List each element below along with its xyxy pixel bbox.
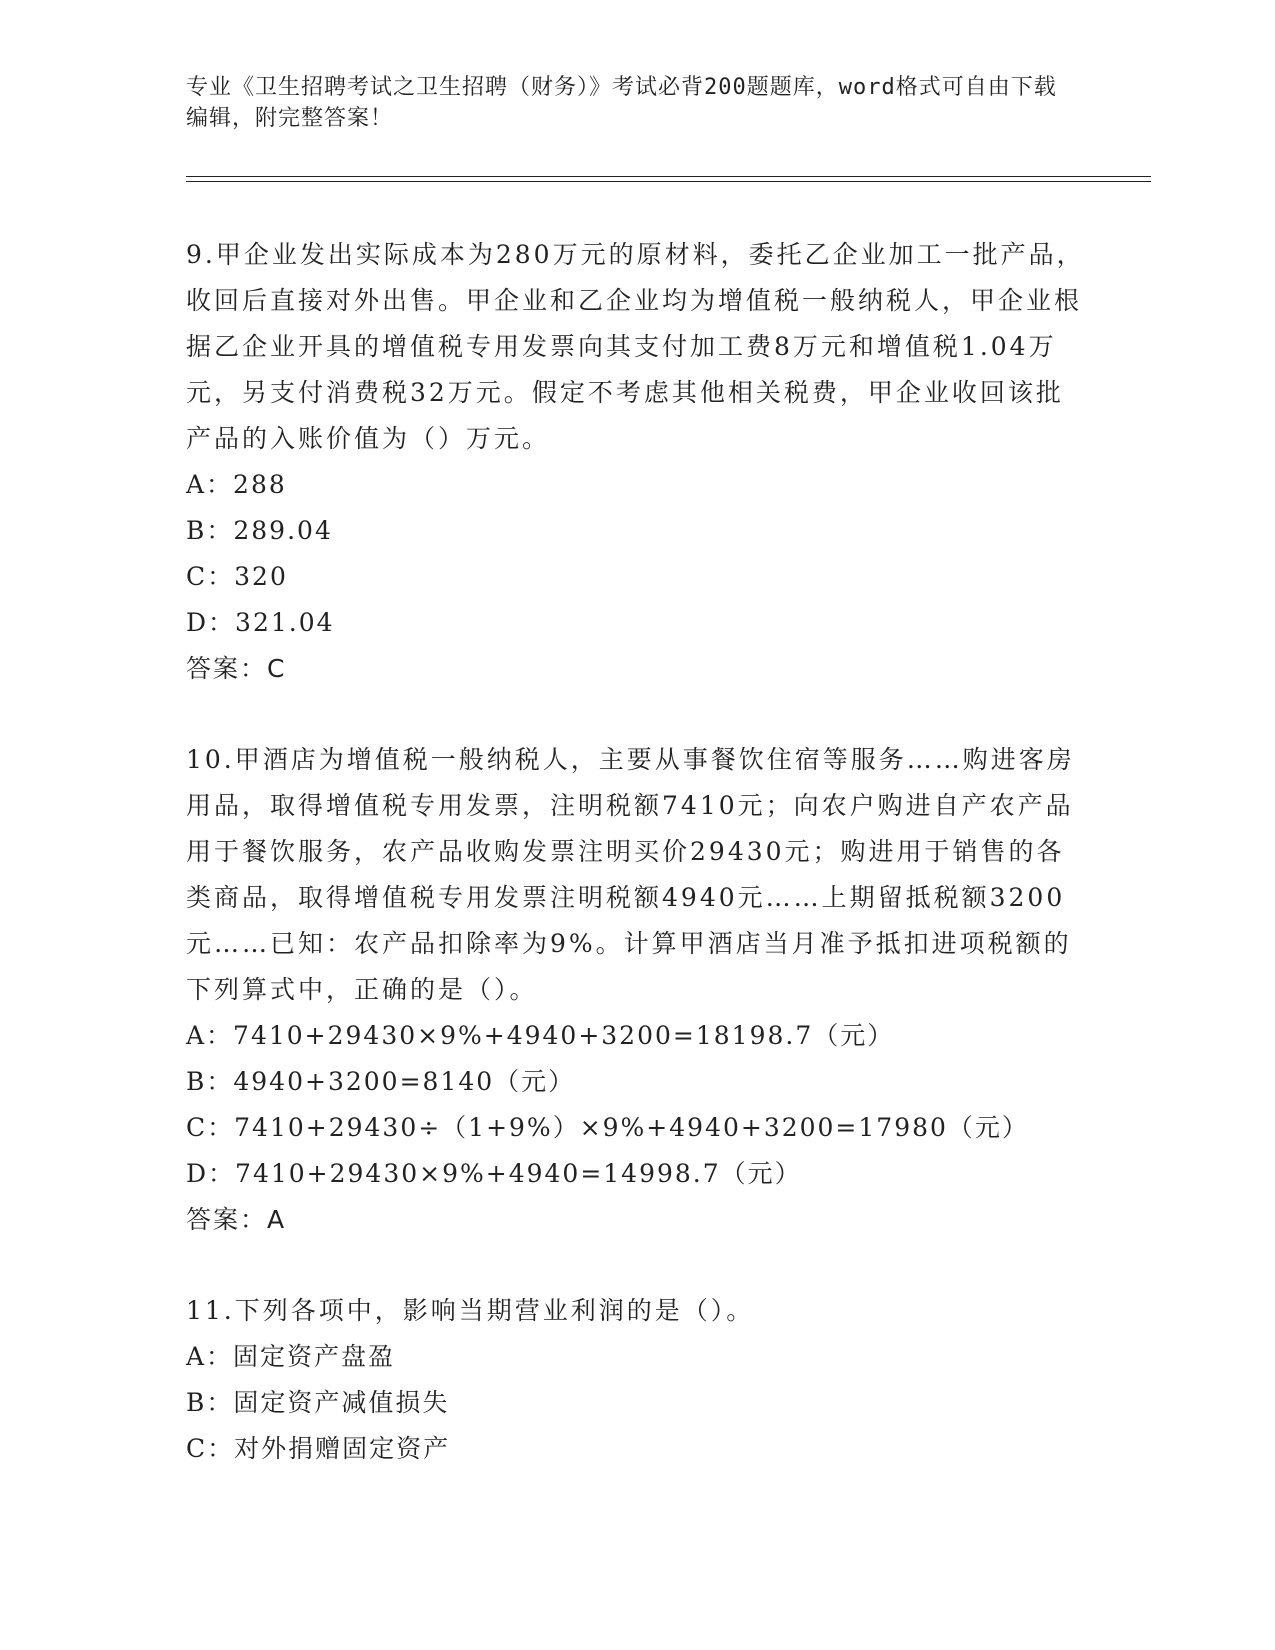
- answer: 答案：A: [186, 1205, 287, 1234]
- question-10: [186, 737, 1086, 1243]
- option-c: C：320: [186, 562, 288, 591]
- question-9: [186, 232, 1086, 692]
- question-stem: 11.下列各项中，影响当期营业利润的是（）。: [186, 1296, 755, 1325]
- option-c: C：对外捐赠固定资产: [186, 1434, 451, 1463]
- question-11: [186, 1288, 1086, 1472]
- option-a: A：7410+29430×9%+4940+3200=18198.7（元）: [186, 1021, 895, 1050]
- header-rule-top: [186, 176, 1151, 177]
- question-list: [186, 232, 1086, 1517]
- document-header: 专业《卫生招聘考试之卫生招聘（财务）》考试必背200题题库，word格式可自由下载编辑，附完整答案！: [186, 75, 1057, 131]
- option-a: A：固定资产盘盈: [186, 1342, 396, 1371]
- option-d: D：321.04: [186, 608, 335, 637]
- question-stem: 10.甲酒店为增值税一般纳税人，主要从事餐饮住宿等服务……购进客房用品，取得增值税专用发票，注明税额7410元；向农户购进自产农产品用于餐饮服务，农产品收购发票注明买价29430元；购进用于销售的各类商品，取得增值税专用发票注明税额4940元……上期留抵税额3200元……已知：农产品扣除率为9%。计算甲酒店当月准予抵扣进项税额的下列算式中，正确的是（）。: [186, 745, 1075, 1004]
- option-c: C：7410+29430÷（1+9%）×9%+4940+3200=17980（元）: [186, 1113, 1029, 1142]
- header-rule-bottom: [186, 181, 1151, 182]
- question-stem: 9.甲企业发出实际成本为280万元的原材料，委托乙企业加工一批产品，收回后直接对外出售。甲企业和乙企业均为增值税一般纳税人，甲企业根据乙企业开具的增值税专用发票向其支付加工费8万元和增值税1.04万元，另支付消费税32万元。假定不考虑其他相关税费，甲企业收回该批产品的入账价值为（）万元。: [186, 240, 1085, 453]
- option-b: B：289.04: [186, 516, 333, 545]
- option-d: D：7410+29430×9%+4940=14998.7（元）: [186, 1159, 802, 1188]
- answer: 答案：C: [186, 654, 287, 683]
- option-b: B：固定资产减值损失: [186, 1388, 450, 1417]
- option-a: A：288: [186, 470, 287, 499]
- option-b: B：4940+3200=8140（元）: [186, 1067, 576, 1096]
